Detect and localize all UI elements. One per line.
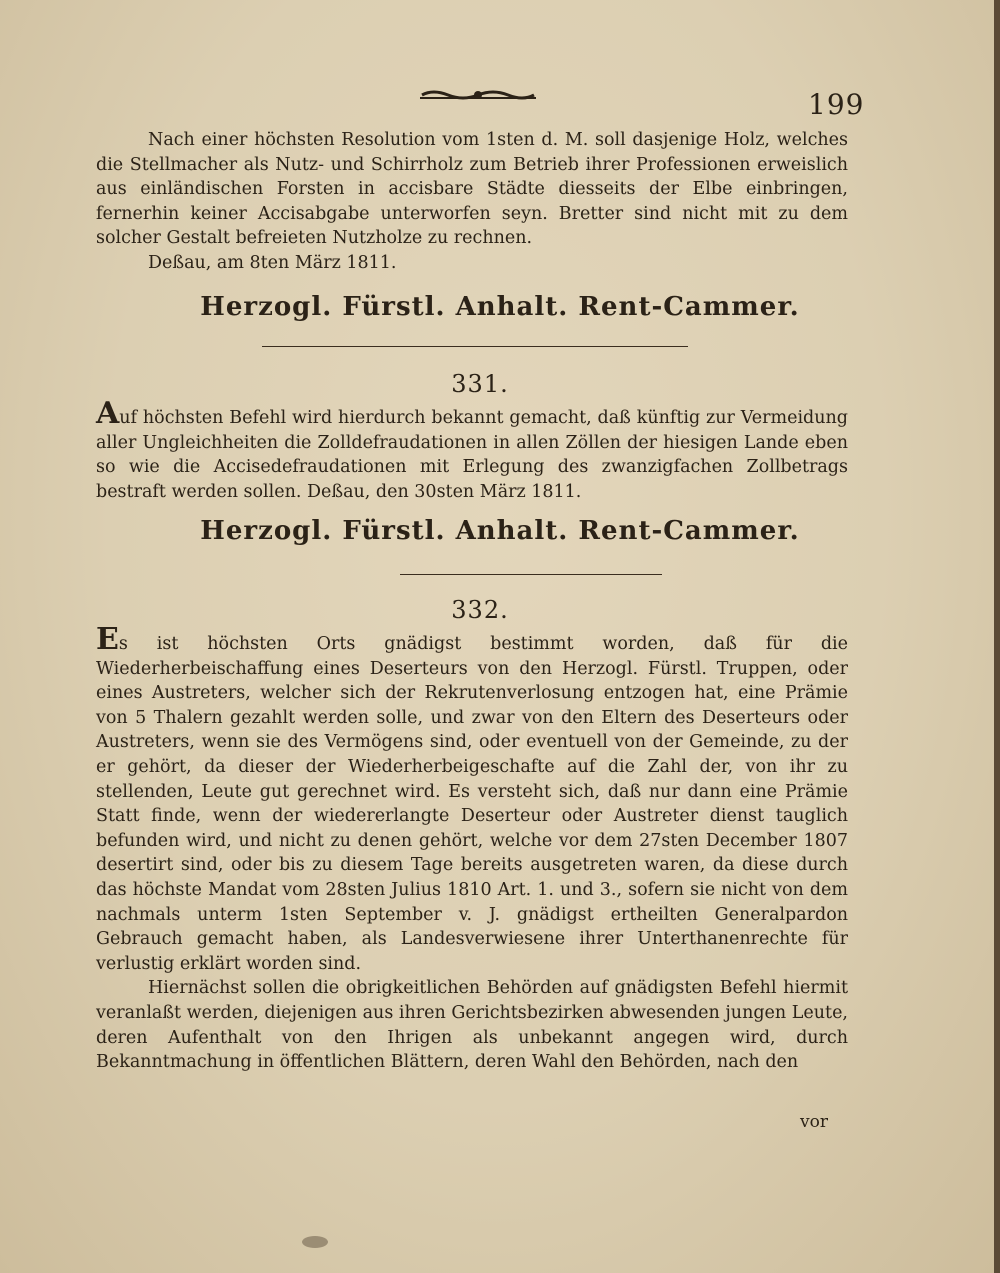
section-divider — [400, 574, 662, 575]
decree-331-signature: Herzogl. Fürstl. Anhalt. Rent-Cammer. — [200, 516, 800, 546]
decree-section-332 — [96, 622, 848, 1075]
decree-number-332: 332. — [451, 596, 509, 624]
decree-331-initial: A — [96, 396, 120, 431]
decree-332-text: s ist höchsten Orts gnädigst bestimmt worden, daß für die Wiederherbeischaffung eines Deserteurs von den Herzogl. Fürstl. Truppen, oder eines Austreters, welcher sich der Rekrutenverlosung entzogen hat, eine Prämie von 5 Thalern gezahlt werden solle, und zwar von den Eltern des Deserteurs oder Austreters, wenn sie des Vermögens sind, oder eventuell von der Gemeinde, zu der er gehört, da dieser der Wiederherbeigeschafte auf die Zahl der, von ihr zu stellenden, Leute gut gerechnet wird. Es versteht sich, daß nur dann eine Prämie Statt finde, wenn der wiedererlangte Deserteur oder Austreter dienst tauglich befunden wird, und nicht zu denen gehört, welche vor dem 27sten December 1807 desertirt sind, oder bis zu diesem Tage bereits ausgetreten waren, da diese durch das höchste Mandat vom 28sten Julius 1810 Art. 1. und 3., sofern sie nicht von dem nachmals unterm 1sten September v. J. gnädigst ertheilten Generalpardon Gebrauch gemacht haben, als Landesverwiesene ihrer Unterthanenrechte für verlustig erklärt worden sind. — [96, 634, 848, 974]
decree-332-initial: E — [96, 622, 119, 657]
decree-number-331: 331. — [451, 370, 509, 398]
decree-section-1 — [96, 128, 848, 276]
catchword: vor — [800, 1112, 828, 1132]
decree-332-body-2: Hiernächst sollen die obrigkeitlichen Behörden auf gnädigsten Befehl hiermit veranlaßt werden, diejenigen aus ihren Gerichtsbezirken abwesenden jungen Leute, deren Aufenthalt von den Ihrigen als unbekannt angegen wird, durch Bekanntmachung in öffentlichen Blättern, deren Wahl den Behörden, nach den — [96, 978, 848, 1073]
decree-1-body: Nach einer höchsten Resolution vom 1sten d. M. soll dasjenige Holz, welches die Stellmacher als Nutz- und Schirrholz zum Betrieb ihrer Professionen erweislich aus einländischen Forsten in accisbare Städte diesseits der Elbe einbringen, fernerhin keiner Accisabgabe unterworfen seyn. Bretter sind nicht mit zu dem solcher Gestalt befreieten Nutzholze zu rechnen. — [96, 130, 848, 249]
decree-332-body — [96, 622, 848, 976]
section-divider — [262, 346, 688, 347]
decree-1-dateline: Deßau, am 8ten März 1811. — [148, 252, 397, 273]
ink-smudge — [302, 1236, 328, 1248]
printer-ornament-icon — [418, 88, 538, 102]
page-number: 199 — [808, 88, 865, 121]
decree-1-signature: Herzogl. Fürstl. Anhalt. Rent-Cammer. — [200, 292, 800, 322]
decree-section-331 — [96, 396, 848, 504]
page-edge — [994, 0, 1000, 1273]
decree-331-body — [96, 396, 848, 504]
decree-331-text: uf höchsten Befehl wird hierdurch bekannt gemacht, daß künftig zur Vermeidung aller Ungleichheiten die Zolldefraudationen in allen Zöllen der hiesigen Lande eben so wie die Accisedefraudationen mit Erlegung des zwanzigfachen Zollbetrags bestraft werden sollen. Deßau, den 30sten März 1811. — [96, 408, 848, 502]
